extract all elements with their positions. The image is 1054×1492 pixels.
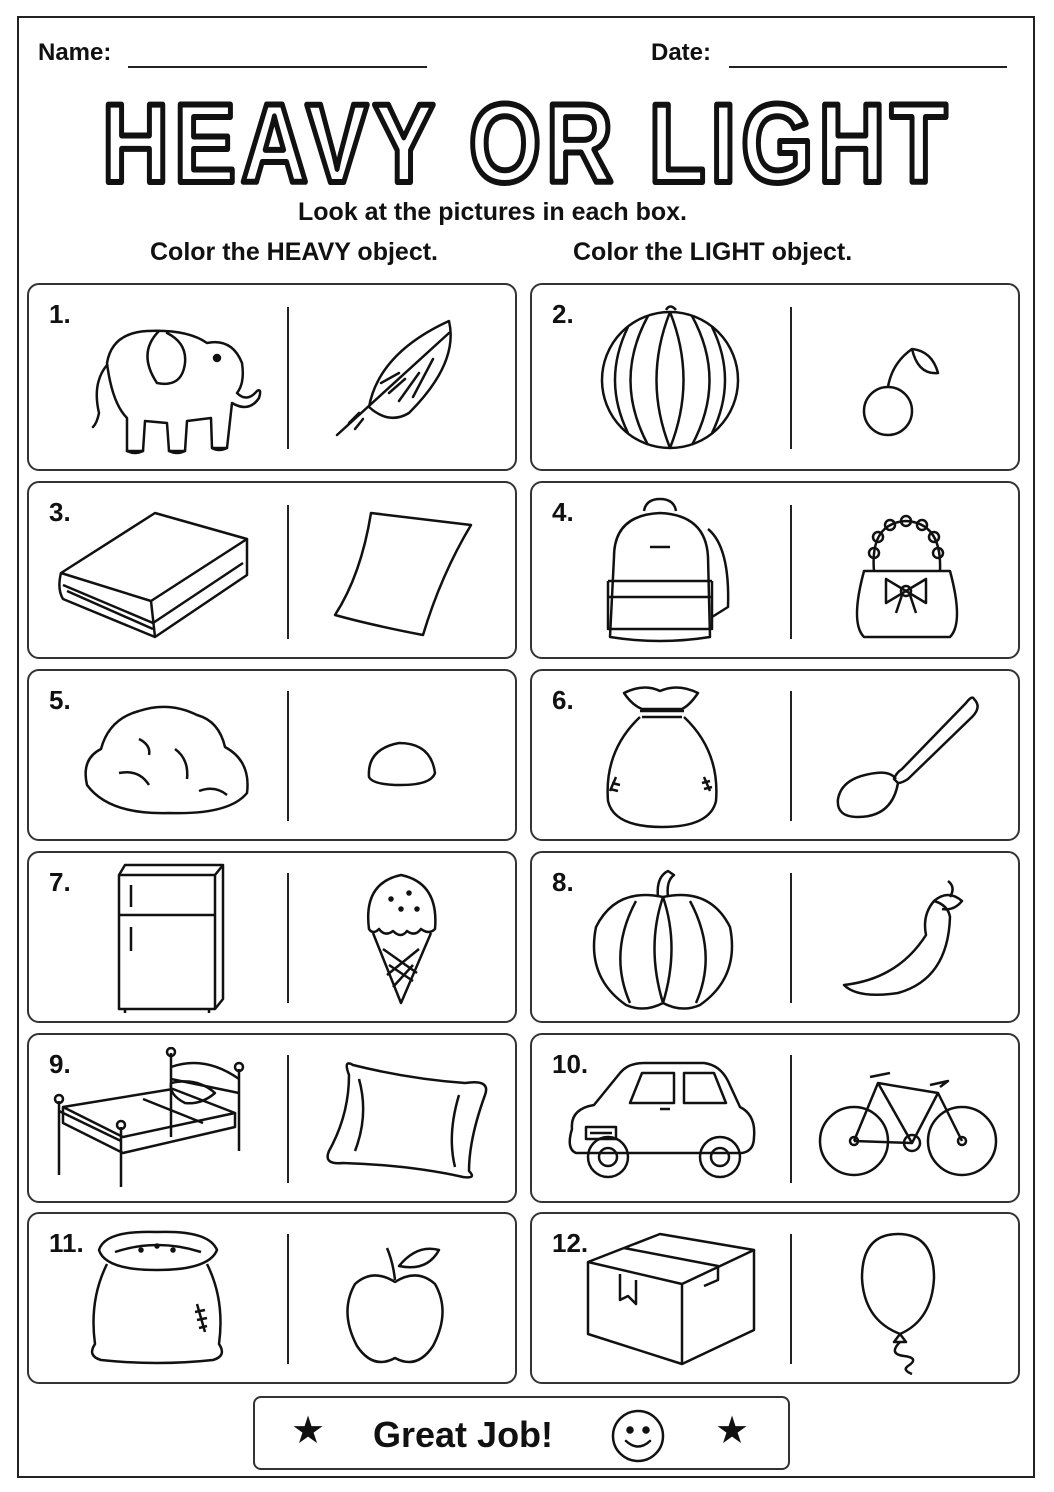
title-text: HEAVY OR LIGHT	[102, 84, 952, 194]
item-number: 12.	[552, 1228, 589, 1258]
footer-text: Great Job!	[373, 1414, 554, 1455]
item-number: 2.	[552, 299, 574, 329]
item-number: 3.	[49, 497, 71, 527]
divider	[790, 1234, 792, 1364]
balloon-icon[interactable]	[858, 1230, 943, 1375]
divider	[287, 873, 289, 1003]
item-box-2	[530, 283, 1020, 471]
cherry-icon[interactable]	[856, 343, 946, 443]
bicycle-icon[interactable]	[816, 1063, 1001, 1183]
item-box-11	[27, 1212, 517, 1384]
feather-icon[interactable]	[329, 313, 469, 443]
item-box-9	[27, 1033, 517, 1203]
divider	[287, 505, 289, 639]
item-number: 5.	[49, 685, 71, 715]
book-icon[interactable]	[55, 509, 255, 639]
divider	[790, 873, 792, 1003]
date-field-line[interactable]	[729, 66, 1007, 68]
big-rock-icon[interactable]	[79, 699, 254, 819]
ice-cream-icon[interactable]	[359, 869, 444, 1009]
smiley-icon	[610, 1408, 666, 1469]
paper-icon[interactable]	[331, 505, 476, 640]
item-box-6	[530, 669, 1020, 841]
instruction-heavy: Color the HEAVY object.	[150, 238, 439, 266]
car-icon[interactable]	[564, 1059, 759, 1184]
star-icon: ★	[291, 1410, 326, 1452]
date-label: Date:	[651, 39, 712, 66]
item-number: 8.	[552, 867, 574, 897]
divider	[287, 1234, 289, 1364]
pillow-icon[interactable]	[319, 1055, 494, 1180]
box-icon[interactable]	[584, 1230, 759, 1370]
divider	[790, 307, 792, 449]
item-number: 6.	[552, 685, 574, 715]
item-box-5	[27, 669, 517, 841]
divider	[790, 1055, 792, 1183]
item-box-8	[530, 851, 1020, 1023]
divider	[287, 1055, 289, 1183]
flour-sack-icon[interactable]	[85, 1230, 230, 1370]
item-box-4	[530, 481, 1020, 659]
sack-icon[interactable]	[594, 681, 729, 831]
name-field-line[interactable]	[128, 66, 427, 68]
instruction-line: Look at the pictures in each box.	[298, 198, 687, 226]
purse-icon[interactable]	[850, 513, 965, 648]
item-number: 9.	[49, 1049, 71, 1079]
item-number: 1.	[49, 299, 71, 329]
item-box-12	[530, 1212, 1020, 1384]
divider	[790, 505, 792, 639]
name-label: Name:	[38, 39, 112, 66]
footer-banner	[253, 1396, 790, 1470]
refrigerator-icon[interactable]	[115, 863, 225, 1013]
item-number: 10.	[552, 1049, 589, 1079]
item-box-7	[27, 851, 517, 1023]
backpack-icon[interactable]	[600, 497, 735, 647]
instruction-light: Color the LIGHT object.	[573, 238, 853, 266]
divider	[790, 691, 792, 821]
item-box-10	[530, 1033, 1020, 1203]
item-number: 7.	[49, 867, 71, 897]
bed-icon[interactable]	[51, 1047, 246, 1192]
item-number: 11.	[49, 1228, 84, 1258]
divider	[287, 691, 289, 821]
star-icon: ★	[715, 1410, 750, 1452]
divider	[287, 307, 289, 449]
pumpkin-icon[interactable]	[586, 867, 741, 1012]
apple-icon[interactable]	[343, 1242, 448, 1372]
elephant-icon[interactable]	[67, 303, 267, 463]
item-box-1	[27, 283, 517, 471]
item-number: 4.	[552, 497, 574, 527]
chili-pepper-icon[interactable]	[838, 875, 968, 1000]
pebble-icon[interactable]	[365, 739, 440, 789]
item-box-3	[27, 481, 517, 659]
watermelon-icon[interactable]	[598, 305, 743, 455]
page-title	[0, 84, 1054, 194]
spoon-icon[interactable]	[832, 693, 982, 823]
